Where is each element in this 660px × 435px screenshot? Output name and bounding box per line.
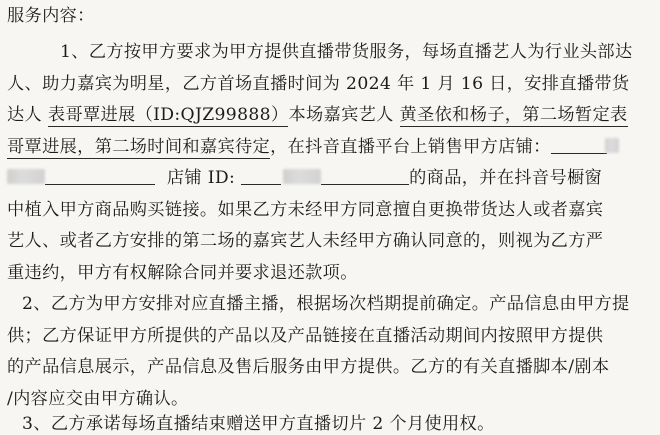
store-id-blank-a [241,168,281,185]
item1-line3 [7,104,660,126]
item1-line8: 重违约，甲方有权解除合同并要求退还款项。 [7,263,358,283]
item2-line2: 供；乙方保证甲方所提供的产品以及产品链接在直播活动期间内按照甲方提供 [7,326,604,346]
store-name-blank [551,137,607,154]
redacted-mark [605,138,619,153]
text-daren: 达人 [7,105,43,125]
text-goods: 的商品，并在抖音号橱窗 [409,168,603,188]
item1-line7: 艺人、或者乙方安排的第二场的嘉宾艺人未经甲方确认同意的，则视为乙方严 [7,231,604,251]
item2-line4: /内容应交由甲方确认。 [7,389,189,409]
text-guest-label: 本场嘉宾艺人 [288,105,394,125]
text-store-id: 店铺 ID: [166,168,236,188]
section-heading: 服务内容： [7,6,95,26]
redacted-store-id [283,169,321,184]
item1-line6: 中植入甲方商品购买链接。如果乙方未经甲方同意擅自更换带货达人或者嘉宾 [7,200,604,220]
item1-line5 [7,167,660,189]
second-session-underlined: 哥覃进展，第二场时间和嘉宾待定 [7,137,271,157]
guest-names-underlined: 黄圣依和杨子，第二场暂定表 [399,105,628,125]
item1-line2: 人、助力嘉宾为明星，乙方首场直播时间为 2024 年 1 月 16 日，安排直播带货 [7,74,630,94]
item1-line1: 1、乙方按甲方要求为甲方提供直播带货服务，每场直播艺人为行业头部达 [60,42,633,62]
item3-line1: 3、乙方承诺每场直播结束赠送甲方直播切片 2 个月使用权。 [22,414,495,434]
store-blank [45,168,155,185]
item1-line4 [7,136,660,158]
item2-line3: 的产品信息展示，产品信息及售后服务由甲方提供。乙方的有关直播脚本/剧本 [7,357,610,377]
host-name-underlined: 表哥覃进展（ID:QJZ99888） [47,105,289,125]
store-id-blank-b [321,168,409,185]
text-platform: ，在抖音直播平台上销售甲方店铺： [270,137,551,157]
redacted-store-name [7,169,45,184]
item2-line1: 2、乙方为甲方安排对应直播主播，根据场次档期提前确定。产品信息由甲方提 [22,294,630,314]
